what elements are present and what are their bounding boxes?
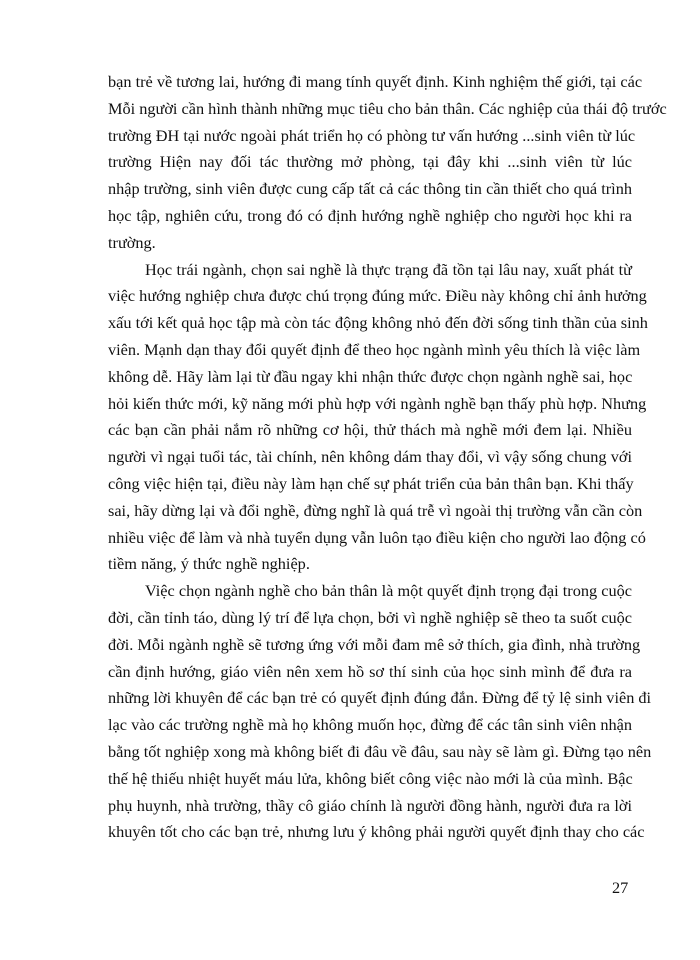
text-line: bằng tốt nghiệp xong mà không biết đi đâu về đâu, sau này sẽ làm gì. Đừng tạo nên	[108, 741, 652, 761]
text-line: công việc hiện tại, điều này làm hạn chế sự phát triển của bản thân bạn. Khi thấy	[108, 473, 634, 493]
text-line: đời, cần tỉnh táo, dùng lý trí để lựa chọn, bởi vì nghề nghiệp sẽ theo ta suốt cuộc	[108, 607, 632, 627]
text-line: không dễ. Hãy làm lại từ đầu ngay khi nhận thức được chọn ngành nghề sai, học	[108, 366, 633, 386]
text-line: Học trái ngành, chọn sai nghề là thực trạng đã tồn tại lâu nay, xuất phát từ	[145, 259, 632, 279]
paragraph	[108, 580, 652, 848]
text-line: sai, hãy dừng lại và đổi nghề, đừng nghĩ là quá trễ vì ngoài thị trường vẫn cần còn	[108, 500, 643, 520]
text-line: thế hệ thiếu nhiệt huyết máu lửa, không biết công việc nào mới là của mình. Bậc	[108, 768, 633, 788]
text-line: viên. Mạnh dạn thay đổi quyết định để theo học ngành mình yêu thích là việc làm	[108, 339, 641, 359]
text-line: Việc chọn ngành nghề cho bản thân là một quyết định trọng đại trong cuộc	[145, 581, 632, 601]
text-line: xấu tới kết quả học tập mà còn tác động không nhỏ đến đời sống tinh thần của sinh	[108, 313, 648, 333]
text-line: hỏi kiến thức mới, kỹ năng mới phù hợp với ngành nghề bạn thấy phù hợp. Nhưng	[108, 393, 647, 413]
text-line: tiềm năng, ý thức nghề nghiệp.	[108, 554, 310, 574]
paragraph	[108, 178, 632, 258]
text-line: bạn trẻ về tương lai, hướng đi mang tính quyết định. Kinh nghiệm thế giới, tại các	[108, 72, 643, 91]
text-line: những lời khuyên để các bạn trẻ có quyết định đúng đắn. Đừng để tỷ lệ sinh viên đi	[108, 688, 652, 708]
text-line: đời. Mỗi ngành nghề sẽ tương ứng với mỗi đam mê sở thích, gia đình, nhà trường	[108, 634, 641, 654]
text-line: khuyên tốt cho các bạn trẻ, nhưng lưu ý không phải người quyết định thay cho các	[108, 822, 645, 842]
paragraph	[108, 259, 648, 581]
text-line: trường Hiện nay đối tác thường mở phòng, tại đây khi ...sinh viên từ lúc	[108, 152, 632, 172]
text-line: nhập trường, sinh viên được cung cấp tất cả các thông tin cần thiết cho quá trình	[108, 179, 632, 199]
text-line: việc hướng nghiệp chưa được chú trọng đúng mức. Điều này không chỉ ảnh hưởng	[108, 286, 647, 306]
text-line: Mỗi người cần hình thành những mục tiêu cho bản thân. Các nghiệp của thái độ trước	[108, 98, 667, 118]
document-body	[108, 71, 667, 848]
text-line: lạc vào các trường nghề mà họ không muốn học, đừng để các tân sinh viên nhận	[108, 715, 632, 735]
text-line: các bạn cần phải nắm rõ những cơ hội, thử thách mà nghề mới đem lại. Nhiều	[108, 420, 632, 440]
text-line: trường ĐH tại nước ngoài phát triển họ có phòng tư vấn hướng ...sinh viên từ lúc	[108, 125, 636, 145]
text-line: nhiều việc để làm và nhà tuyển dụng vẫn luôn tạo điều kiện cho người lao động có	[108, 527, 646, 547]
text-line: học tập, nghiên cứu, trong đó có định hướng nghề nghiệp cho người học khi ra	[108, 205, 632, 225]
text-line: trường.	[108, 232, 156, 252]
text-line: người vì ngại tuổi tác, tài chính, nên không dám thay đổi, vì vậy sống chung với	[108, 447, 632, 467]
text-line: phụ huynh, nhà trường, thầy cô giáo chính là người đồng hành, người đưa ra lời	[108, 795, 632, 815]
text-line: cần định hướng, giáo viên nên xem hồ sơ thí sinh của học sinh mình để đưa ra	[108, 661, 632, 681]
page-number: 27	[612, 878, 629, 897]
